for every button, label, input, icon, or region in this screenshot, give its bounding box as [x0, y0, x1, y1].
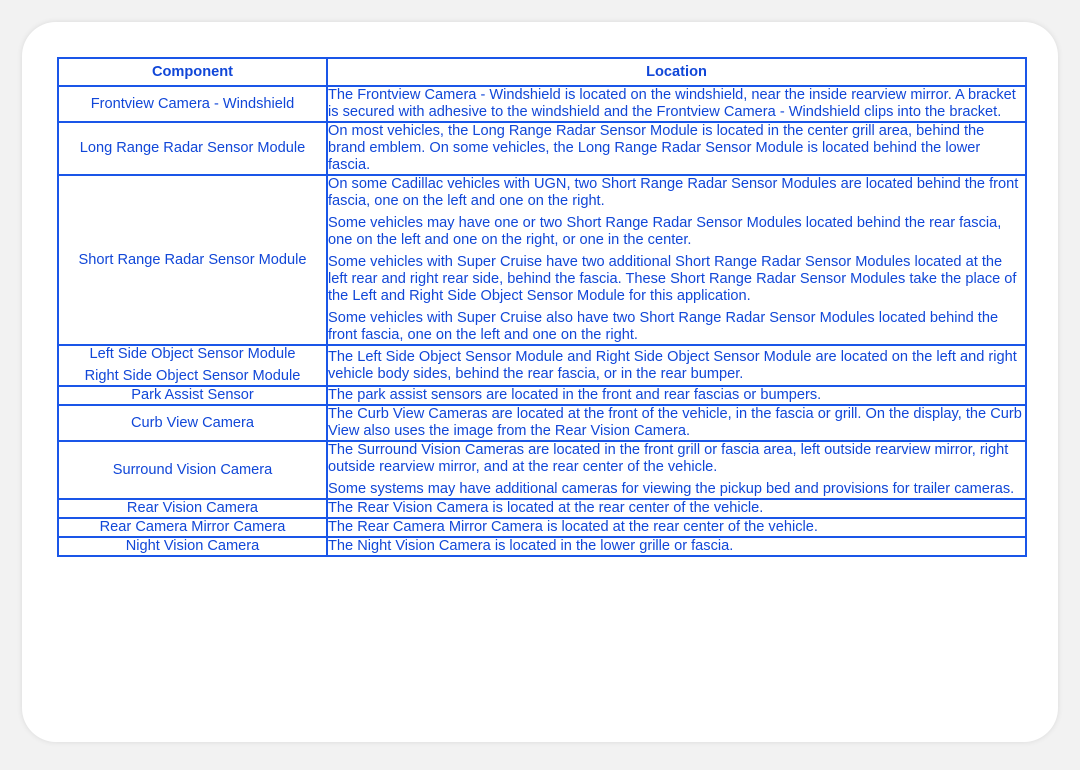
table-header-row — [58, 58, 1026, 86]
table-row — [58, 386, 1026, 405]
component-name: Long Range Radar Sensor Module — [79, 140, 306, 156]
component-name: Surround Vision Camera — [112, 461, 273, 478]
table-row — [58, 86, 1026, 122]
location-paragraph: Some vehicles may have one or two Short Range Radar Sensor Modules located behind the rear fascia, one on the left and one on the right, or one in the center. — [328, 215, 1002, 248]
location-paragraph: The Curb View Cameras are located at the front of the vehicle, in the fascia or grill. On the display, the Curb View also uses the image from the Rear Vision Camera. — [328, 406, 1022, 439]
location-paragraph: On most vehicles, the Long Range Radar Sensor Module is located in the center grill area, behind the brand emblem. On some vehicles, the Long Range Radar Sensor Module is located behind the lower fascia. — [328, 123, 985, 173]
location-cell — [327, 175, 1026, 345]
table-row — [58, 537, 1026, 556]
component-cell — [58, 175, 327, 345]
location-paragraph: Some vehicles with Super Cruise have two additional Short Range Radar Sensor Modules located at the left rear and right rear side, behind the fascia. These Short Range Radar Sensor Modules take the place of the Left and Right Side Object Sensor Module for this application. — [328, 254, 1017, 304]
table-body — [58, 86, 1026, 556]
location-paragraph: The Surround Vision Cameras are located in the front grill or fascia area, left outside rearview mirror, right outside rearview mirror, and at the rear center of the vehicle. — [328, 442, 1009, 475]
location-paragraph: The Rear Vision Camera is located at the rear center of the vehicle. — [328, 500, 764, 516]
header-location: Location — [327, 58, 1026, 86]
header-component: Component — [58, 58, 327, 86]
location-cell — [327, 86, 1026, 122]
component-cell — [58, 405, 327, 441]
location-paragraph: The Night Vision Camera is located in the lower grille or fascia. — [328, 538, 734, 554]
component-cell — [58, 386, 327, 405]
location-cell — [327, 441, 1026, 499]
component-name: Rear Vision Camera — [126, 500, 259, 516]
component-location-table — [57, 57, 1027, 557]
location-paragraph: Some systems may have additional cameras for viewing the pickup bed and provisions for trailer cameras. — [328, 481, 1015, 497]
table-row — [58, 175, 1026, 345]
table-row — [58, 518, 1026, 537]
table-row — [58, 405, 1026, 441]
component-cell — [58, 518, 327, 537]
component-name: Rear Camera Mirror Camera — [99, 519, 286, 535]
table-row — [58, 441, 1026, 499]
table-row — [58, 345, 1026, 386]
component-name: Left Side Object Sensor Module — [89, 346, 296, 362]
location-cell — [327, 386, 1026, 405]
component-name: Right Side Object Sensor Module — [84, 368, 301, 384]
location-cell — [327, 405, 1026, 441]
location-cell — [327, 518, 1026, 537]
component-cell — [58, 537, 327, 556]
location-paragraph: The park assist sensors are located in the front and rear fascias or bumpers. — [328, 387, 822, 403]
component-name: Curb View Camera — [130, 414, 254, 431]
location-paragraph: Some vehicles with Super Cruise also have two Short Range Radar Sensor Modules located behind the front fascia, one on the left and one on the right. — [328, 310, 999, 343]
location-cell — [327, 537, 1026, 556]
component-name: Park Assist Sensor — [131, 387, 254, 403]
component-name: Night Vision Camera — [125, 538, 260, 554]
location-paragraph: The Frontview Camera - Windshield is located on the windshield, near the inside rearview mirror. A bracket is secured with adhesive to the windshield and the Frontview Camera - Windshield clips into the bracket. — [328, 87, 1016, 120]
component-cell — [58, 122, 327, 175]
component-cell — [58, 86, 327, 122]
component-cell — [58, 345, 327, 386]
location-cell — [327, 345, 1026, 386]
location-cell — [327, 122, 1026, 175]
location-cell — [327, 499, 1026, 518]
table-row — [58, 122, 1026, 175]
component-cell — [58, 499, 327, 518]
table-row — [58, 499, 1026, 518]
component-cell — [58, 441, 327, 499]
location-paragraph: The Rear Camera Mirror Camera is located at the rear center of the vehicle. — [328, 519, 818, 535]
component-name: Short Range Radar Sensor Module — [78, 251, 307, 268]
location-paragraph: The Left Side Object Sensor Module and Right Side Object Sensor Module are located on the left and right vehicle body sides, behind the rear fascia, or in the rear bumper. — [328, 348, 1017, 382]
location-paragraph: On some Cadillac vehicles with UGN, two Short Range Radar Sensor Modules are located behind the front fascia, one on the left and one on the right. — [328, 176, 1019, 209]
component-name: Frontview Camera - Windshield — [90, 95, 295, 112]
